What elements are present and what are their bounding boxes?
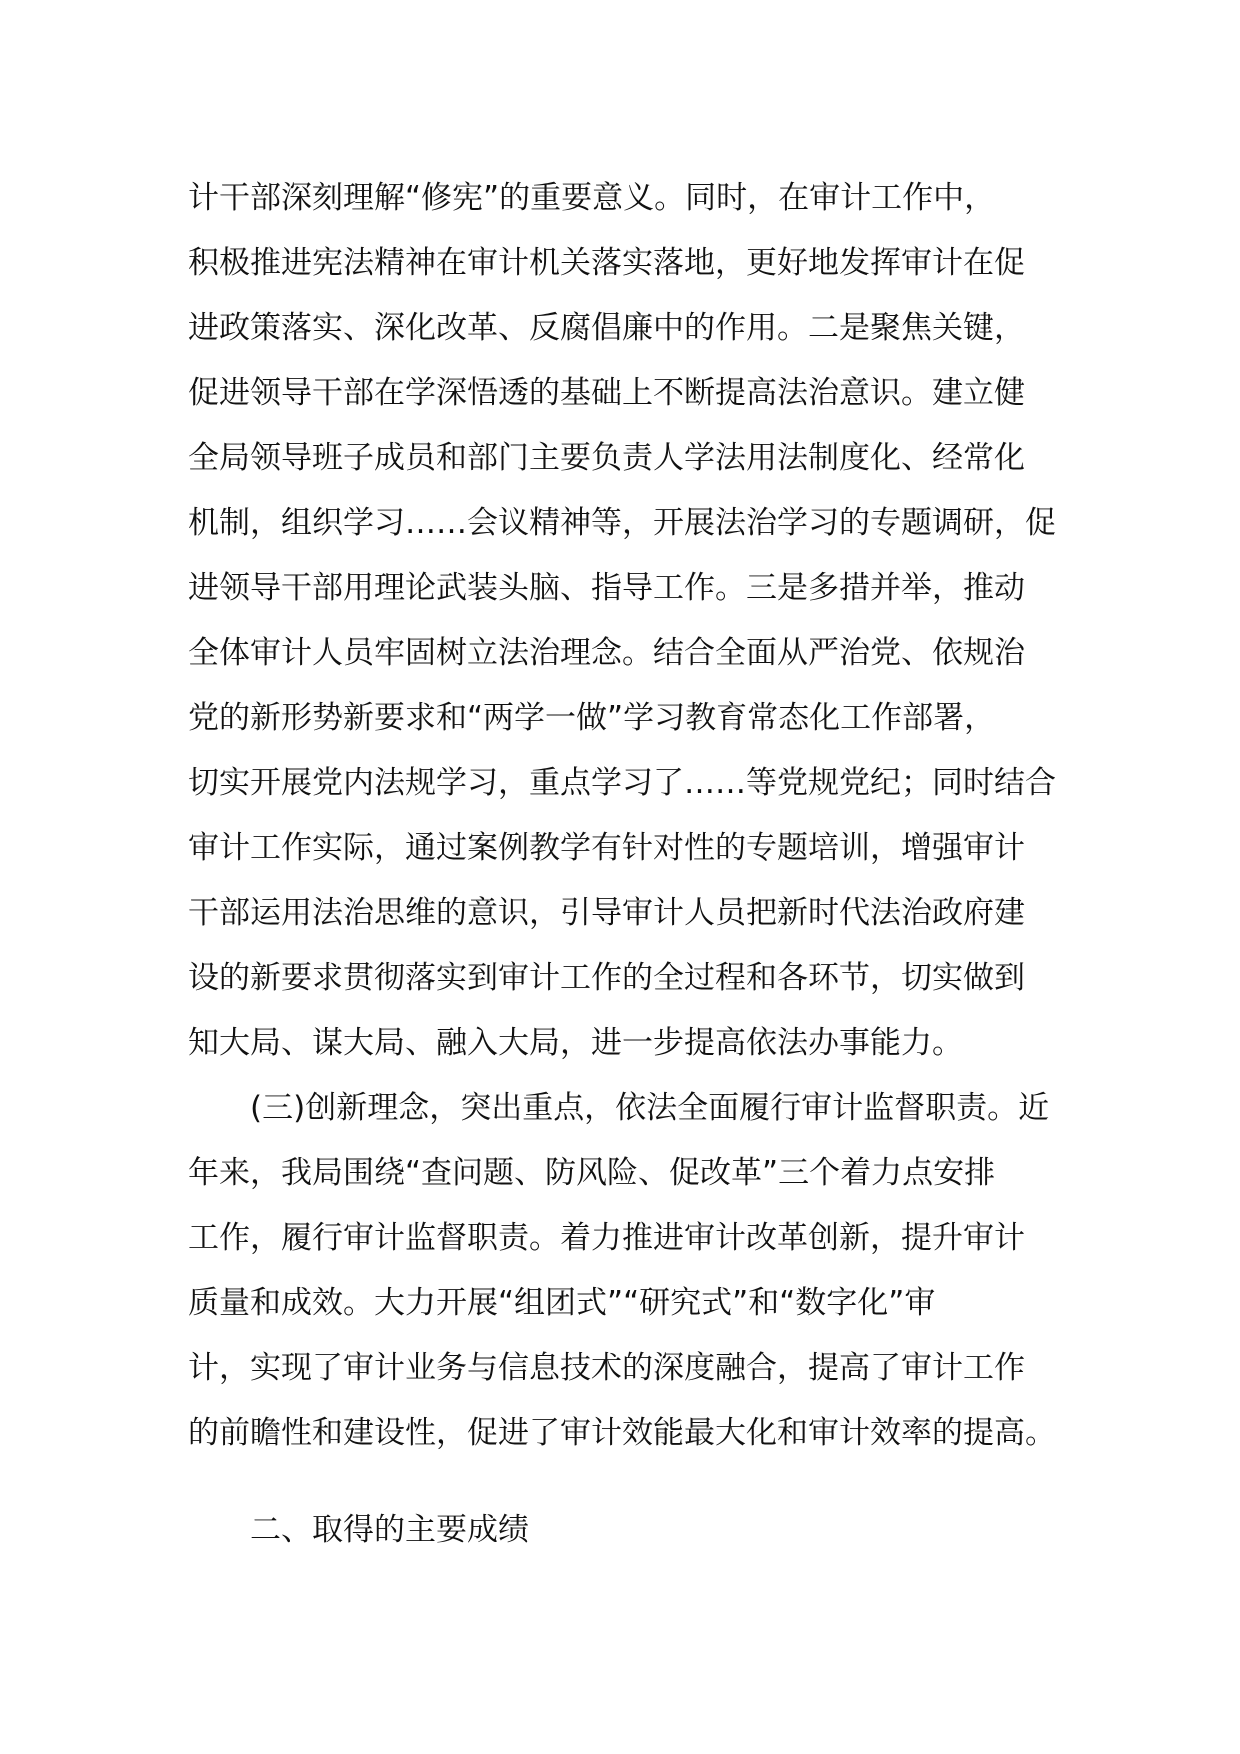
paragraph-line: 进政策落实、深化改革、反腐倡廉中的作用。二是聚焦关键，: [188, 310, 1025, 346]
paragraph-line: 年来，我局围绕“查问题、防风险、促改革”三个着力点安排: [188, 1155, 996, 1191]
paragraph-line: 计干部深刻理解“修宪”的重要意义。同时，在审计工作中，: [188, 180, 996, 216]
paragraph-line: 计，实现了审计业务与信息技术的深度融合，提高了审计工作: [188, 1350, 1025, 1386]
paragraph-1: [188, 166, 1058, 1076]
paragraph-2: [188, 1076, 1058, 1466]
paragraph-line: 全体审计人员牢固树立法治理念。结合全面从严治党、依规治: [188, 635, 1025, 671]
body-text: [188, 166, 1058, 1466]
paragraph-line: 进领导干部用理论武装头脑、指导工作。三是多措并举，推动: [188, 570, 1025, 606]
paragraph-line: 知大局、谋大局、融入大局，进一步提高依法办事能力。: [188, 1025, 963, 1061]
paragraph-line: 党的新形势新要求和“两学一做”学习教育常态化工作部署，: [188, 700, 996, 736]
paragraph-line: 切实开展党内法规学习，重点学习了……等党规党纪；同时结合: [188, 765, 1056, 801]
paragraph-line: 的前瞻性和建设性，促进了审计效能最大化和审计效率的提高。: [188, 1415, 1056, 1451]
section-heading: 二、取得的主要成绩: [250, 1512, 529, 1548]
paragraph-line: 促进领导干部在学深悟透的基础上不断提高法治意识。建立健: [188, 375, 1025, 411]
paragraph-line: 工作，履行审计监督职责。着力推进审计改革创新，提升审计: [188, 1220, 1025, 1256]
paragraph-line: 审计工作实际，通过案例教学有针对性的专题培训，增强审计: [188, 830, 1025, 866]
paragraph-line: 质量和成效。大力开展“组团式”“研究式”和“数字化”审: [188, 1285, 936, 1321]
paragraph-line: 干部运用法治思维的意识，引导审计人员把新时代法治政府建: [188, 895, 1025, 931]
paragraph-line-first: (三)创新理念，突出重点，依法全面履行审计监督职责。近: [250, 1090, 1050, 1126]
paragraph-line: 积极推进宪法精神在审计机关落实落地，更好地发挥审计在促: [188, 245, 1025, 281]
paragraph-line: 机制，组织学习……会议精神等，开展法治学习的专题调研，促: [188, 505, 1056, 541]
paragraph-line: 全局领导班子成员和部门主要负责人学法用法制度化、经常化: [188, 440, 1025, 476]
paragraph-line: 设的新要求贯彻落实到审计工作的全过程和各环节，切实做到: [188, 960, 1025, 996]
